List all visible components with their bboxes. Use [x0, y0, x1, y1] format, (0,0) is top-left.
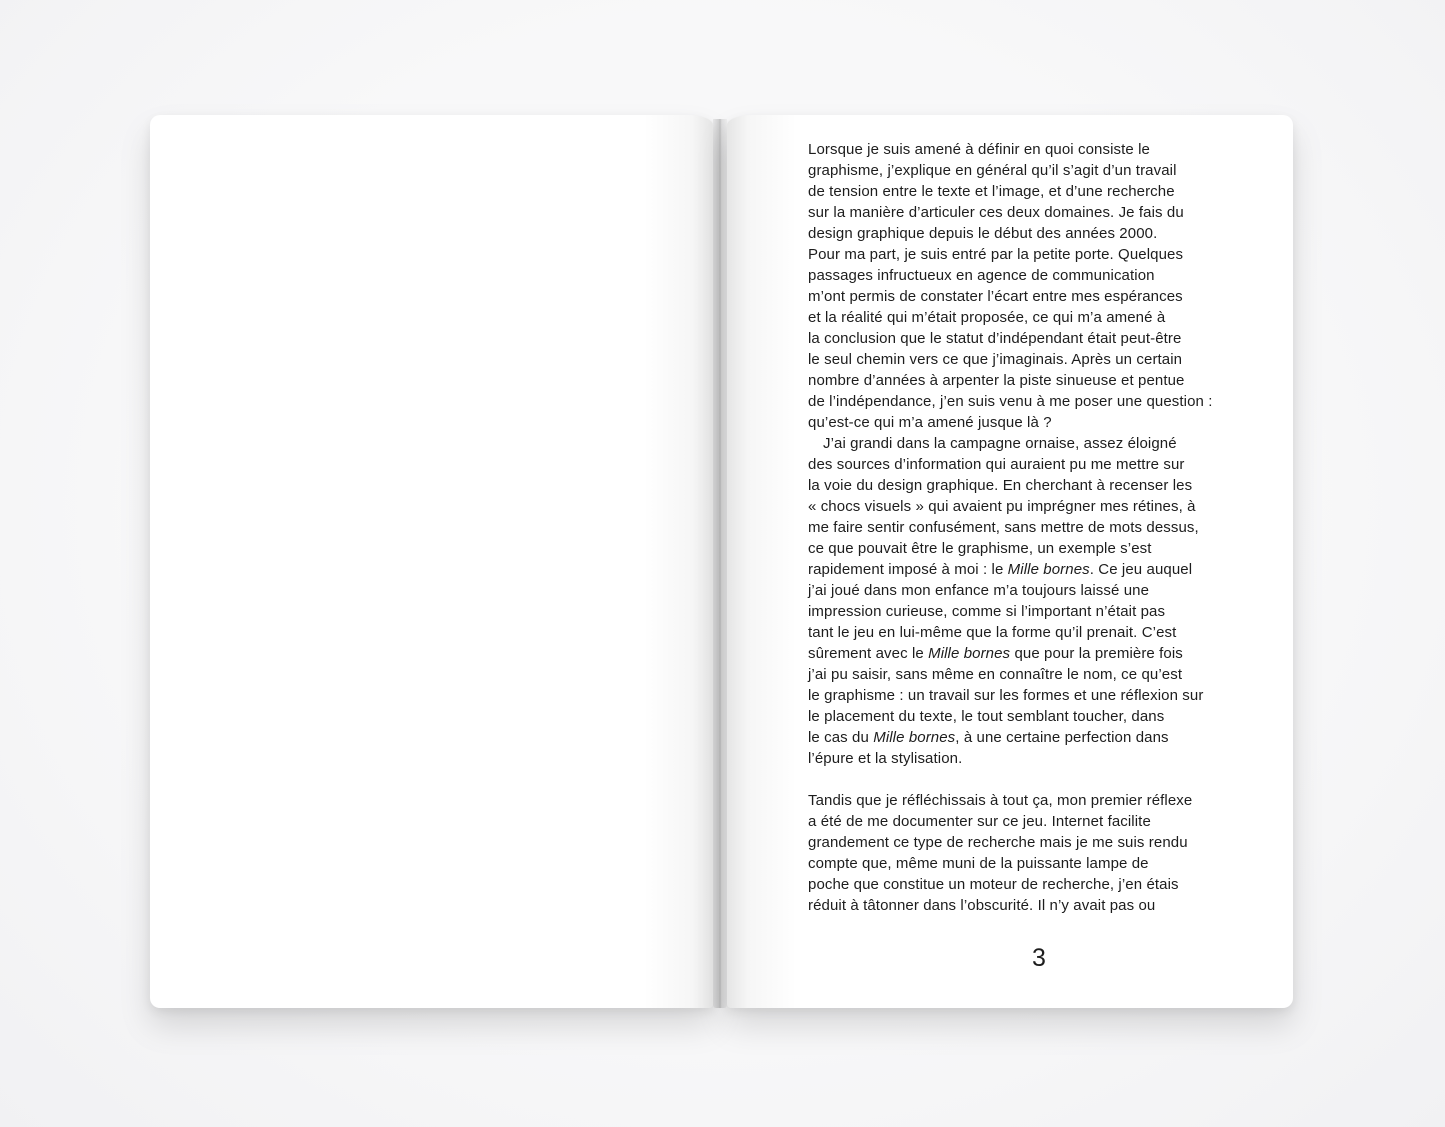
text-line: le placement du texte, le tout semblant toucher, dans	[808, 708, 1165, 725]
text-line: graphisme, j’explique en général qu’il s’agit d’un travail	[808, 162, 1177, 179]
text-line	[808, 727, 1270, 748]
text-line: a été de me documenter sur ce jeu. Internet facilite	[808, 813, 1151, 830]
text-line: la voie du design graphique. En cherchant à recenser les	[808, 477, 1193, 494]
text-line	[808, 559, 1270, 580]
text-line: Lorsque je suis amené à définir en quoi consiste le	[808, 141, 1150, 158]
text-line: qu’est-ce qui m’a amené jusque là ?	[808, 414, 1052, 431]
text-line: me faire sentir confusément, sans mettre de mots dessus,	[808, 519, 1199, 536]
text-line: et la réalité qui m’était proposée, ce qui m’a amené à	[808, 309, 1166, 326]
book-spine-gutter	[713, 119, 727, 1008]
text-line: des sources d’information qui auraient pu me mettre sur	[808, 456, 1185, 473]
text-segment: . Ce jeu auquel	[1089, 561, 1193, 578]
text-line: de tension entre le texte et l’image, et d’une recherche	[808, 183, 1175, 200]
text-line: réduit à tâtonner dans l’obscurité. Il n’y avait pas ou	[808, 897, 1156, 914]
paragraph	[808, 790, 1270, 916]
text-line: grandement ce type de recherche mais je me suis rendu	[808, 834, 1188, 851]
text-segment: sûrement avec le	[808, 645, 929, 662]
page-number: 3	[1032, 944, 1046, 972]
text-segment: rapidement imposé à moi : le	[808, 561, 1008, 578]
paragraph	[808, 139, 1270, 433]
text-line: « chocs visuels » qui avaient pu imprégner mes rétines, à	[808, 498, 1196, 515]
text-line: sur la manière d’articuler ces deux domaines. Je fais du	[808, 204, 1184, 221]
text-line: poche que constitue un moteur de recherche, j’en étais	[808, 876, 1179, 893]
paragraph	[808, 433, 1270, 769]
text-line	[808, 643, 1270, 664]
text-line: Pour ma part, je suis entré par la petite porte. Quelques	[808, 246, 1184, 263]
text-line: l’épure et la stylisation.	[808, 750, 963, 767]
left-page-blank	[150, 115, 713, 1008]
text-line: m’ont permis de constater l’écart entre mes espérances	[808, 288, 1183, 305]
book-spread	[150, 115, 1293, 1008]
text-line: j’ai joué dans mon enfance m’a toujours laissé une	[808, 582, 1150, 599]
italic-text-segment: Mille bornes	[1007, 561, 1090, 578]
text-line: j’ai pu saisir, sans même en connaître le nom, ce qu’est	[808, 666, 1183, 683]
text-line: impression curieuse, comme si l’important n’était pas	[808, 603, 1166, 620]
text-line: nombre d’années à arpenter la piste sinueuse et pentue	[808, 372, 1185, 389]
text-line: design graphique depuis le début des années 2000.	[808, 225, 1158, 242]
text-segment: , à une certaine perfection dans	[955, 729, 1169, 746]
italic-text-segment: Mille bornes	[928, 645, 1011, 662]
text-line: compte que, même muni de la puissante lampe de	[808, 855, 1149, 872]
text-line: passages infructueux en agence de communication	[808, 267, 1155, 284]
right-page	[727, 115, 1293, 1008]
text-line: tant le jeu en lui-même que la forme qu’il prenait. C’est	[808, 624, 1177, 641]
text-block	[808, 139, 1270, 916]
text-line: de l’indépendance, j’en suis venu à me poser une question :	[808, 393, 1213, 410]
text-line: la conclusion que le statut d’indépendant était peut-être	[808, 330, 1182, 347]
text-line: ce que pouvait être le graphisme, un exemple s’est	[808, 540, 1152, 557]
text-segment: le cas du	[808, 729, 874, 746]
text-line: Tandis que je réfléchissais à tout ça, mon premier réflexe	[808, 792, 1193, 809]
italic-text-segment: Mille bornes	[873, 729, 956, 746]
text-line: J’ai grandi dans la campagne ornaise, assez éloigné	[823, 435, 1177, 452]
text-segment: que pour la première fois	[1010, 645, 1183, 662]
text-line: le seul chemin vers ce que j’imaginais. Après un certain	[808, 351, 1183, 368]
text-line: le graphisme : un travail sur les formes et une réflexion sur	[808, 687, 1204, 704]
